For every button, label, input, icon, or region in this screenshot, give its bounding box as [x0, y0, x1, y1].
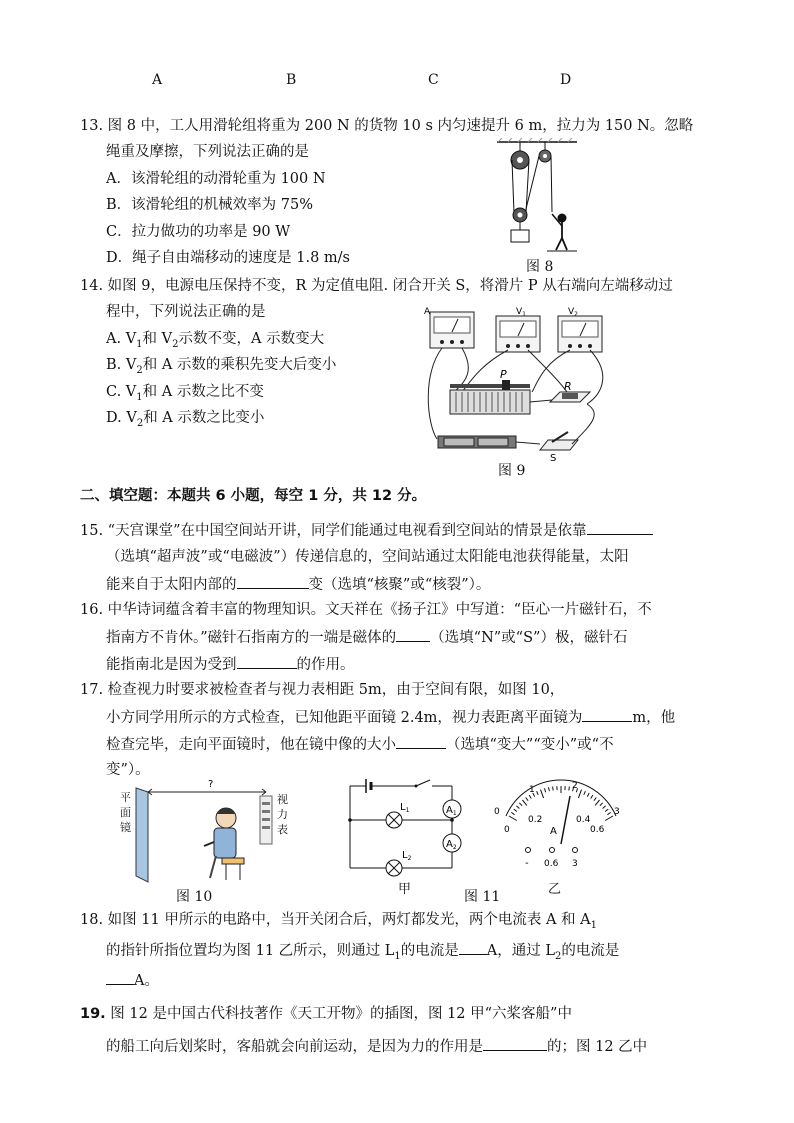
question-19: [80, 1004, 720, 1064]
dial-tick: [541, 790, 544, 799]
q14-option-c: C. $V_1$和 A 示数之比不变: [106, 384, 264, 403]
figure-11-jia-circuit: [344, 776, 464, 882]
dial-tick: [605, 809, 608, 811]
q13-stem-line1: 13. 图 8 中，工人用滑轮组将重为 200 N 的货物 10 s 内匀速提升 6 m，拉力为 150 N。忽略: [80, 118, 694, 134]
q15-blank-1[interactable]: [587, 520, 653, 535]
option-d-label: D: [560, 72, 572, 88]
dial-tick: [553, 787, 554, 791]
q17-line2: 小方同学用所示的方式检查，已知他距平面镜 2.4m，视力表距离平面镜为 m，他: [106, 707, 675, 728]
q19-line2: 的船工向后划桨时，客船就会向前运动，是因为力的作用是 的；图 12 乙中: [106, 1036, 647, 1057]
q17-line4: 变”）。: [106, 762, 150, 778]
dial-bottom-06: 0.6: [590, 825, 605, 835]
q13-stem-line2: 绳重及摩擦，下列说法正确的是: [106, 144, 309, 160]
q14-stem-line2: 程中，下列说法正确的是: [106, 304, 266, 320]
q17-line1: 17. 检查视力时要求被检查者与视力表相距 5m，由于空间有限，如图 10，: [80, 682, 565, 698]
dial-bottom-04: 0.4: [576, 815, 591, 825]
dial-tick: [569, 787, 570, 791]
lamp-l1-label: $L_1$: [400, 802, 410, 814]
q17-blank-1[interactable]: [582, 707, 632, 722]
q14-stem-line1: 14. 如图 9，电源电压保持不变，R 为定值电阻. 闭合开关 S，将滑片 P 从右端向左端移动过: [80, 278, 673, 294]
dial-tick: [529, 795, 531, 798]
figure-11-yi-ammeter: [484, 774, 634, 876]
meter-v1-label: $V_1$: [516, 307, 526, 318]
q17-blank-2[interactable]: [396, 734, 446, 749]
section-2-title: 二、填空题：本题共 6 小题，每空 1 分，共 12 分。: [80, 488, 427, 504]
q16-line2: 指南方不肯休。”磁针石指南方的一端是磁体的 （选填“N”或“S”）极，磁针石: [106, 627, 627, 648]
figure-8-pulley: [492, 138, 582, 258]
q14-option-b: B. $V_2$和 A 示数的乘积先变大后变小: [106, 357, 337, 376]
question-14: [80, 276, 720, 436]
dial-tick: [584, 791, 586, 795]
dial-tick: [587, 793, 589, 797]
q13-option-d: D．绳子自由端移动的速度是 1.8 m/s: [106, 250, 350, 266]
dial-tick: [526, 798, 528, 801]
option-b-label: B: [286, 72, 297, 88]
lamp-l2-label: $L_2$: [402, 850, 412, 862]
dial-top-1: 1: [529, 785, 535, 795]
q15-blank-2[interactable]: [237, 574, 309, 589]
terminal-negative: -: [525, 858, 529, 869]
dial-tick: [591, 795, 593, 798]
eye-chart-label: 视力表: [277, 793, 288, 836]
q16-line3: 能指南北是因为受到 的作用。: [106, 654, 355, 675]
dial-tick: [514, 809, 517, 811]
dial-tick: [607, 812, 610, 814]
question-17: [80, 680, 720, 780]
q13-option-c: C．拉力做功的功率是 90 W: [106, 224, 291, 240]
q18-line3: A。: [106, 970, 159, 991]
q14-option-d: D. $V_2$和 A 示数之比变小: [106, 410, 265, 429]
dial-tick: [605, 816, 613, 821]
figure-11-yi-label: 乙: [548, 882, 562, 897]
dial-tick: [594, 798, 596, 801]
q14-option-a: A. $V_1$和 $V_2$示数不变，A 示数变大: [106, 331, 325, 350]
q18-blank-2[interactable]: [106, 970, 134, 985]
q18-blank-1[interactable]: [459, 940, 487, 955]
dial-zero-top: 0: [494, 807, 500, 817]
dial-bottom-0: 0: [504, 825, 510, 835]
dial-tick: [549, 787, 550, 791]
q15-line1: 15. “天宫课堂”在中国空间站开讲，同学们能通过电视看到空间站的情景是依靠: [80, 520, 653, 541]
switch-s-label: S: [550, 453, 557, 462]
q18-line1: 18. 如图 11 甲所示的电路中，当开关闭合后，两灯都发光，两个电流表 A 和 $A_1$: [80, 912, 597, 931]
terminal-06: 0.6: [544, 859, 559, 869]
option-c-label: C: [428, 72, 439, 88]
figure-11-jia-label: 甲: [398, 882, 412, 897]
option-a-label: A: [152, 72, 163, 88]
figure-8-caption: 图 8: [526, 259, 554, 275]
dial-tick: [578, 790, 581, 799]
q16-blank-1[interactable]: [396, 627, 430, 642]
ammeter-a2-label: $A_2$: [446, 839, 457, 851]
resistor-r-label: R: [564, 380, 572, 393]
question-18: [80, 910, 720, 990]
q15-line3: 能来自于太阳内部的 变（选填“核聚”或“核裂”）。: [106, 574, 490, 595]
q19-line1: 19. 图 12 是中国古代科技著作《天工开物》的插图，图 12 甲“六桨客船”中: [80, 1006, 572, 1022]
slider-p-label: P: [500, 368, 507, 381]
figure-11-caption: 图 11: [464, 889, 501, 905]
terminal-3: 3: [572, 859, 578, 869]
question-16: [80, 600, 720, 680]
question-15: [80, 520, 720, 600]
dial-tick: [600, 803, 603, 806]
figure-10-caption: 图 10: [176, 889, 213, 905]
question-13: [80, 116, 720, 286]
dial-tick: [603, 806, 606, 809]
q16-line1: 16. 中华诗词蕴含着丰富的物理知识。文天祥在《扬子江》中写道：“臣心一片磁针石，不: [80, 602, 652, 618]
dial-tick: [595, 800, 600, 805]
q15-line2: （选填“超声波”或“电磁波”）传递信息的，空间站通过太阳能电池获得能量，太阳: [106, 549, 629, 565]
ammeter-a1-label: $A_1$: [446, 805, 457, 817]
dial-bottom-02: 0.2: [528, 815, 543, 825]
dial-top-3: 3: [614, 807, 620, 817]
q18-line2: 的指针所指位置均为图 11 乙所示，则通过 $L_1$的电流是 A，通过 $L_2$的电流是: [106, 940, 619, 967]
distance-question-mark: ?: [208, 779, 214, 790]
dial-unit: A: [550, 826, 557, 837]
dial-tick: [522, 800, 527, 805]
mirror-label: 平面镜: [120, 791, 131, 834]
q19-blank-1[interactable]: [483, 1036, 547, 1051]
figure-9-circuit: [422, 304, 622, 462]
q16-blank-2[interactable]: [237, 654, 297, 669]
dial-top-2: 2: [572, 781, 578, 791]
figure-9-caption: 图 9: [498, 463, 526, 479]
dial-tick: [537, 791, 539, 795]
q13-option-b: B．该滑轮组的机械效率为 75%: [106, 197, 313, 213]
figure-10-eye-test: [116, 776, 300, 888]
dial-tick: [545, 788, 546, 792]
dial-tick: [519, 803, 522, 806]
dial-tick: [511, 812, 514, 814]
q13-option-a: A．该滑轮组的动滑轮重为 100 N: [106, 171, 326, 187]
meter-a-label: A: [424, 307, 431, 317]
meter-v2-label: $V_2$: [568, 307, 578, 318]
dial-tick: [516, 806, 519, 809]
dial-tick: [509, 816, 517, 821]
q17-line3: 检查完毕，走向平面镜时，他在镜中像的大小 （选填“变大”“变小”或“不: [106, 734, 614, 755]
